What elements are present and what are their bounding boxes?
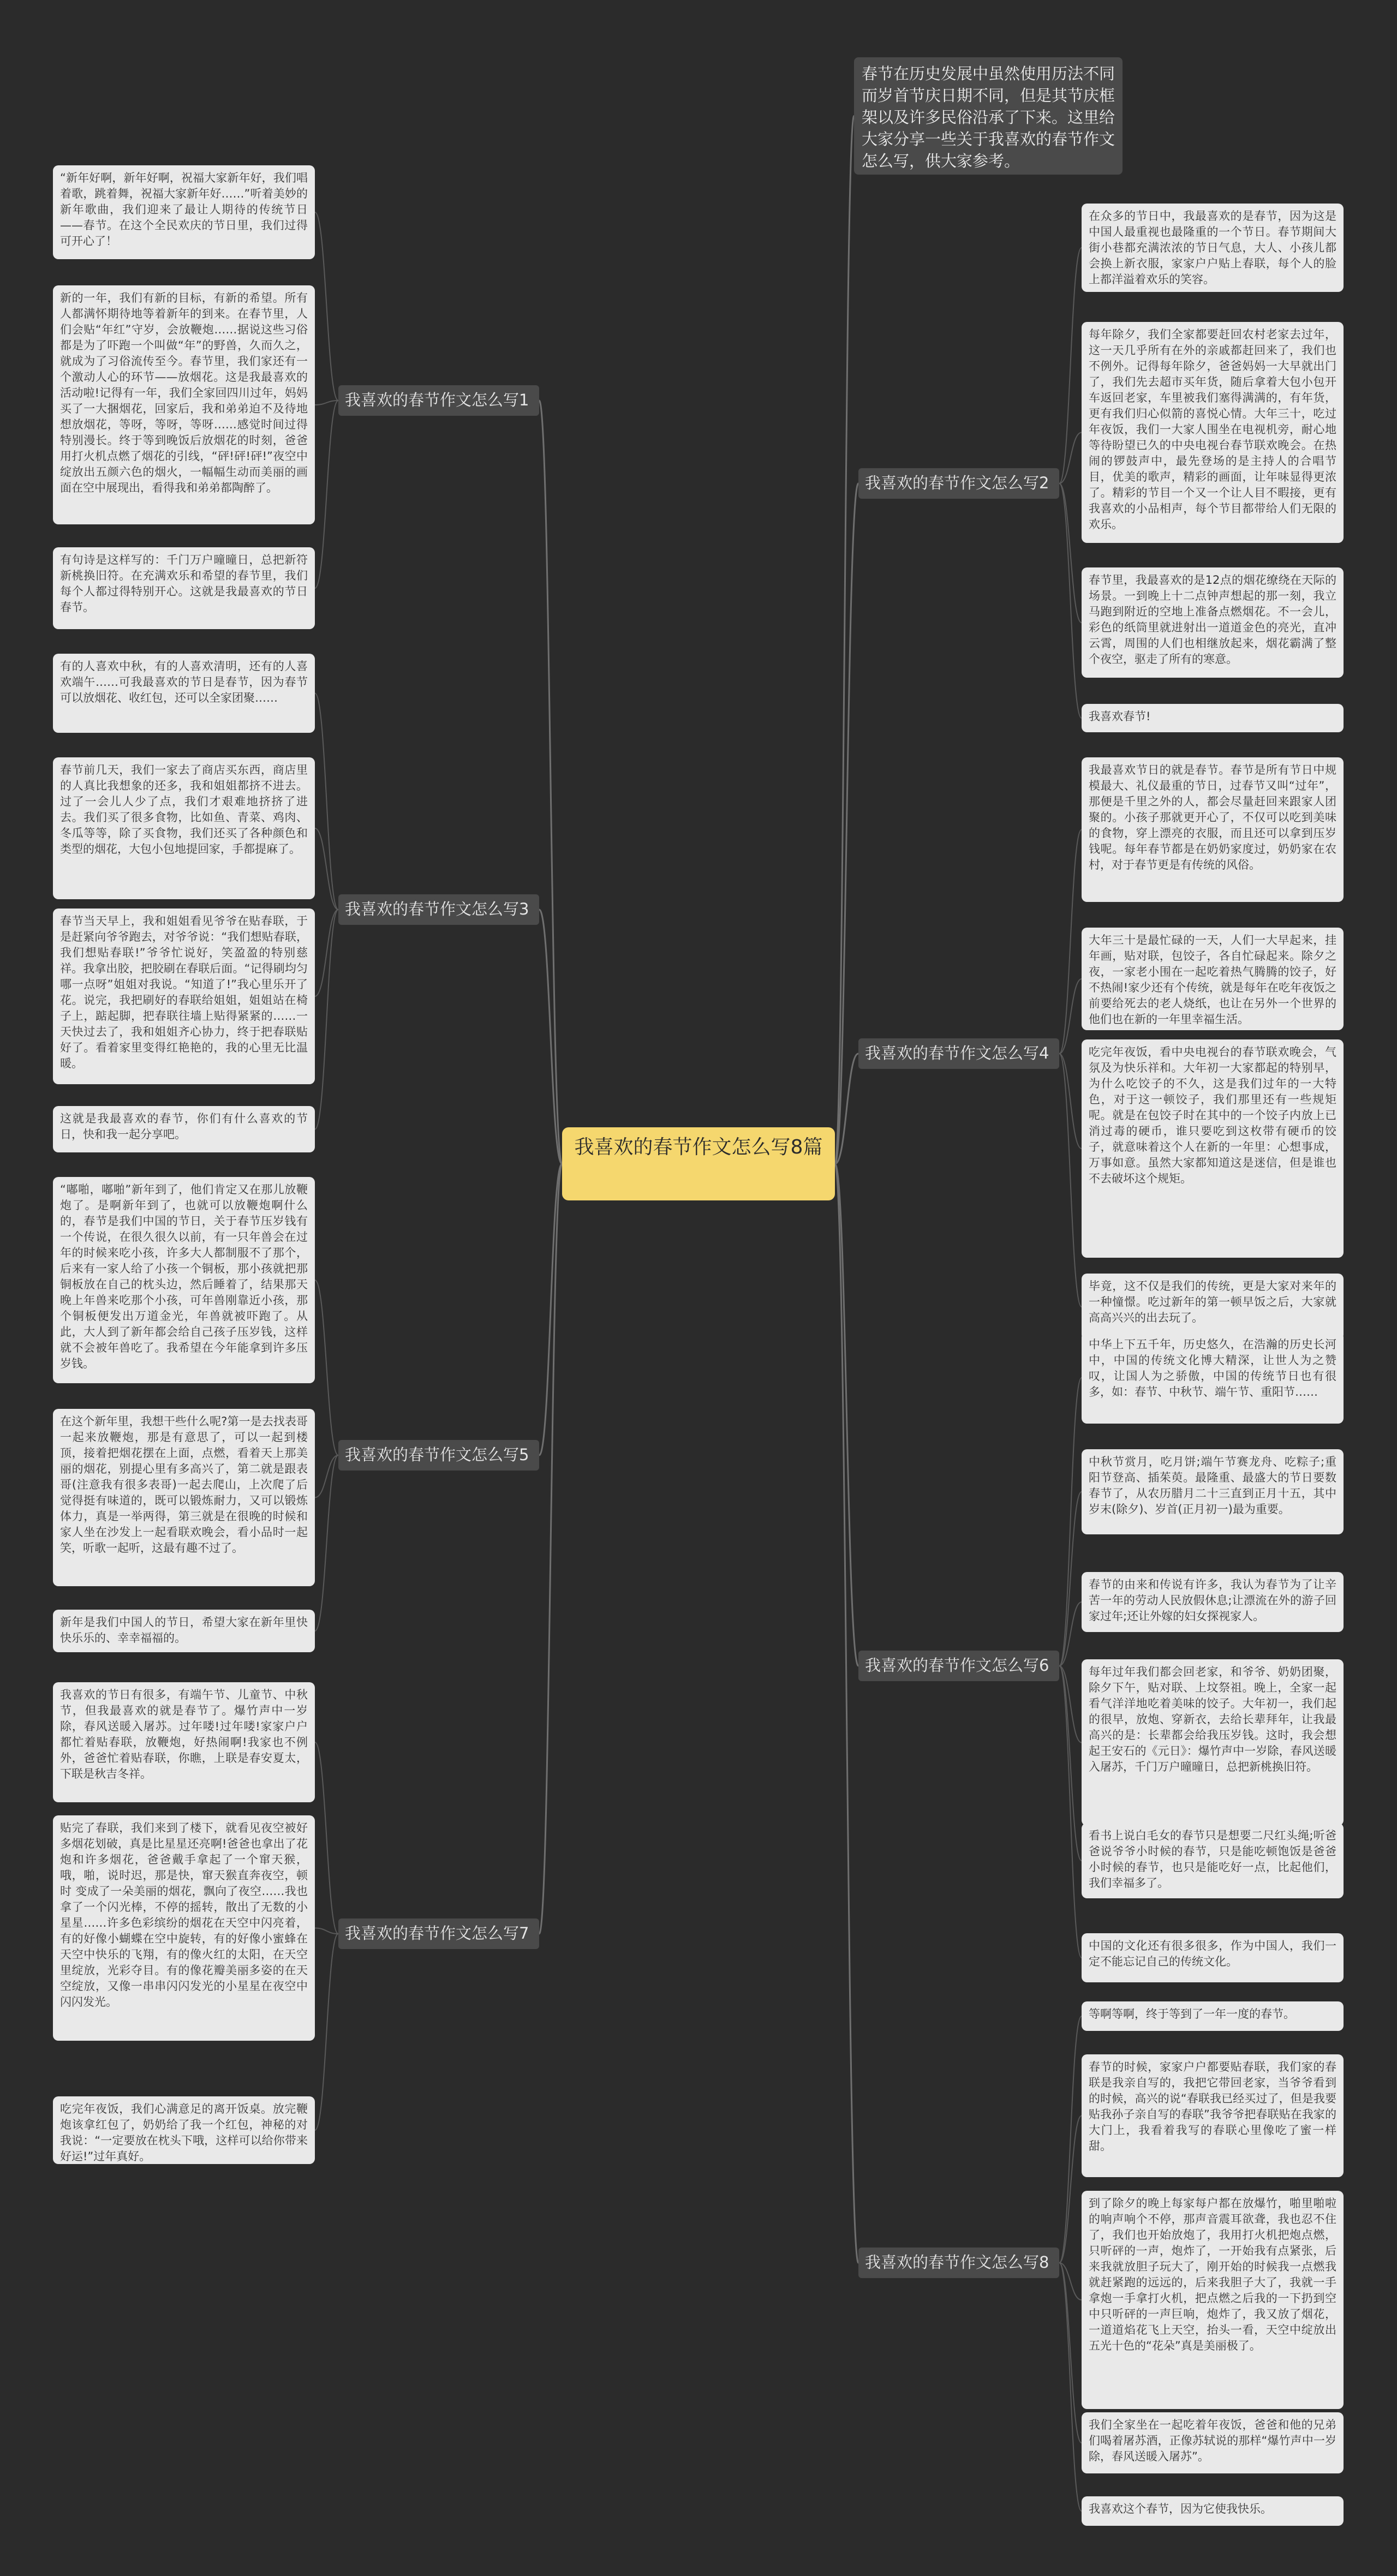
connector-line [315, 212, 338, 401]
connector-line [315, 828, 338, 910]
connector-line [315, 694, 338, 910]
connector-line [315, 1280, 338, 1455]
branch-6[interactable]: 我喜欢的春节作文怎么写6 [858, 1651, 1059, 1681]
connector-line [539, 1164, 562, 1455]
connector-line [315, 1928, 338, 1934]
connector-line [315, 910, 338, 1129]
connector-line [539, 1164, 562, 1934]
connector-line [835, 1164, 858, 1666]
connector-line [1059, 1666, 1082, 1958]
leaf-note[interactable]: 这就是我最喜欢的春节，你们有什么喜欢的节日，快和我一起分享吧。 [53, 1106, 315, 1152]
central-topic[interactable]: 我喜欢的春节作文怎么写8篇 [562, 1127, 835, 1200]
leaf-note[interactable]: 有句诗是这样写的：千门万户曈曈日，总把新符新桃换旧符。在充满欢乐和希望的春节里，我们每个人都过得特别开心。这就是我最喜欢的节日春节。 [53, 547, 315, 629]
connector-line [315, 1455, 338, 1631]
connector-line [315, 1742, 338, 1934]
connector-line [1059, 2263, 1082, 2443]
leaf-note[interactable]: 吃完年夜饭，看中央电视台的春节联欢晚会，气氛及为快乐祥和。大年初一大家都起的特别早，为什么吃饺子的不久，这是我们过年的一大特色，对于这一顿饺子，我们那里还有一些规矩呢。就是在包饺子时在其中的一个饺子内放上已消过毒的硬币，谁只要吃到这枚带有硬币的饺子，就意味着这个人在新的一年里：心想事成，万事如意。虽然大家都知道这是迷信，但是谁也不去破坏这个规矩。 [1082, 1039, 1344, 1258]
connector-line [1059, 1054, 1082, 1149]
leaf-note[interactable]: 每年过年我们都会回老家，和爷爷、奶奶团聚，除夕下午，贴对联、上坟祭祖。晚上，全家一起看气洋洋地吃着美味的饺子。大年初一，我们起的很早，放炮、穿新衣，去给长辈拜年，让我最高兴的是：长辈都会给我压岁钱。这时，我会想起王安石的《元日》：爆竹声中一岁除，春风送暖入屠苏，千门万户曈曈日，总把新桃换旧符。 [1082, 1659, 1344, 1826]
leaf-note[interactable]: 中华上下五千年，历史悠久，在浩瀚的历史长河中，中国的传统文化博大精深，让世人为之赞叹，让国人为之骄傲，中国的传统节日也有很多，如：春节、中秋节、端午节、重阳节…… [1082, 1332, 1344, 1424]
connector-line [1059, 2263, 1082, 2511]
connector-line [1059, 1054, 1082, 1307]
leaf-note[interactable]: 在众多的节日中，我最喜欢的是春节，因为这是中国人最重视也最隆重的一个节日。春节期间大街小巷都充满浓浓的节日气息，大人、小孩儿都会换上新衣服，家家户户贴上春联，每个人的脸上都洋溢着欢乐的笑容。 [1082, 204, 1344, 292]
leaf-note[interactable]: 我喜欢这个春节，因为它使我快乐。 [1082, 2496, 1344, 2526]
leaf-note[interactable]: 我们全家坐在一起吃着年夜饭，爸爸和他的兄弟们喝着屠苏酒，正像苏轼说的那样“爆竹声中一岁除，春风送暖入屠苏”。 [1082, 2412, 1344, 2473]
leaf-note[interactable]: 等啊等啊，终于等到了一年一度的春节。 [1082, 2001, 1344, 2031]
leaf-note[interactable]: 新的一年，我们有新的目标，有新的希望。所有人都满怀期待地等着新年的到来。在春节里，人们会贴“年红”守岁，会放鞭炮……据说这些习俗都是为了吓跑一个叫做“年”的野兽，久而久之，就成为了习俗流传至今。春节里，我们家还有一个激动人心的环节——放烟花。这是我最喜欢的活动啦!记得有一年，我们全家回四川过年，妈妈买了一大捆烟花，回家后，我和弟弟迫不及待地想放烟花，等呀，等呀，等呀……感觉时间过得特别漫长。终于等到晚饭后放烟花的时刻，爸爸用打火机点燃了烟花的引线，“砰!砰!砰!”夜空中绽放出五颜六色的烟火，一幅幅生动而美丽的画面在空中展现出，看得我和弟弟都陶醉了。 [53, 285, 315, 524]
leaf-note[interactable]: 新年是我们中国人的节日，希望大家在新年里快快乐乐的、幸幸福福的。 [53, 1610, 315, 1652]
leaf-note[interactable]: 春节的时候，家家户户都要贴春联，我们家的春联是我亲自写的，我把它带回老家，当爷爷看到的时候，高兴的说“春联我已经买过了，但是我要贴我孙子亲自写的春联”我爷爷把春联贴在我家的大门上，我看着我写的春联心里像吃了蜜一样甜。 [1082, 2054, 1344, 2177]
intro-note[interactable]: 春节在历史发展中虽然使用历法不同而岁首节庆日期不同，但是其节庆框架以及许多民俗沿承了下来。这里给大家分享一些关于我喜欢的春节作文怎么写，供大家参考。 [854, 57, 1123, 175]
connector-line [315, 910, 338, 996]
leaf-note[interactable]: 春节当天早上，我和姐姐看见爷爷在贴春联，于是赶紧向爷爷跑去，对爷爷说：“我们想贴春联，我们想贴春联!”爷爷忙说好，笑盈盈的特别慈祥。我拿出胶，把胶刷在春联后面。“记得刷均匀哪一点呀”姐姐对我说。“知道了!”我心里乐开了花。说完，我把刷好的春联给姐姐，姐姐站在椅子上，踮起脚，把春联往墙上贴得紧紧的……一天快过去了，我和姐姐齐心协力，终于把春联贴好了。看着家里变得红艳艳的，我的心里无比温暖。 [53, 909, 315, 1084]
connector-line [1059, 830, 1082, 1054]
connector-line [1059, 2016, 1082, 2263]
leaf-note[interactable]: 春节里，我最喜欢的是12点的烟花缭绕在天际的场景。一到晚上十二点钟声想起的那一刻，我立马跑到附近的空地上准备点燃烟花。不一会儿，彩色的纸筒里就进射出一道道金色的亮光，直冲云霄，周围的人们也相继放起来，烟花霸满了整个夜空，驱走了所有的寒意。 [1082, 567, 1344, 678]
connector-line [835, 483, 858, 1164]
leaf-note[interactable]: 我最喜欢节日的就是春节。春节是所有节日中规模最大、礼仪最重的节日，过春节又叫“过年”，那便是千里之外的人，都会尽量赶回来跟家人团聚的。小孩子那就更开心了，不仅可以吃到美味的食物，穿上漂亮的衣服，而且还可以拿到压岁钱呢。每年春节都是在奶奶家度过，奶奶家在农村，对于春节更是有传统的风俗。 [1082, 757, 1344, 902]
leaf-note[interactable]: 我喜欢春节! [1082, 704, 1344, 732]
leaf-note[interactable]: 看书上说白毛女的春节只是想要二尺红头绳;听爸爸说爷爷小时候的春节，只是能吃顿饱饭是爸爸小时候的春节，也只是能吃好一点，比起他们，我们幸福多了。 [1082, 1823, 1344, 1898]
leaf-note[interactable]: 大年三十是最忙碌的一天，人们一大早起来，挂年画，贴对联，包饺子，各自忙碌起来。除夕之夜，一家老小围在一起吃着热气腾腾的饺子，好不热闹!家少还有个传统，就是每年在吃年夜饭之前要给死去的老人烧纸，也让在另外一个世界的他们也在新的一年里幸福生活。 [1082, 928, 1344, 1030]
connector-line [1059, 248, 1082, 483]
leaf-note[interactable]: 在这个新年里，我想干些什么呢?第一是去找表哥一起来放鞭炮，那是有意思了，可以一起到楼顶，接着把烟花摆在上面，点燃，看着天上那美丽的烟花，别提心里有多高兴了，第二就是跟表哥(注意我有很多表哥)一起去爬山，上次爬了后觉得挺有味道的，既可以锻炼耐力，又可以锻炼体力，真是一举两得，第三就是在很晚的时候和家人坐在沙发上一起看联欢晚会，看小品时一起笑，听歌一起听，这最有趣不过了。 [53, 1409, 315, 1586]
leaf-note[interactable]: “嘟啪，嘟啪”新年到了，他们肯定又在那儿放鞭炮了。是啊新年到了，也就可以放鞭炮啊什么的，春节是我们中国的节日，关于春节压岁钱有一个传说，在很久很久以前，有一只年兽会在过年的时候来吃小孩，许多大人都制服不了那个，后来有一家人给了小孩一个铜板，那小孩就把那铜板放在自己的枕头边，然后睡着了，结果那天晚上年兽来吃那个小孩，可年兽刚靠近小孩，那个铜板便发出万道金光，年兽就被吓跑了。从此，大人到了新年都会给自己孩子压岁钱，这样就不会被年兽吃了。我希望在今年能拿到许多压岁钱。 [53, 1177, 315, 1383]
branch-5[interactable]: 我喜欢的春节作文怎么写5 [338, 1440, 539, 1471]
leaf-note[interactable]: 毕竟，这不仅是我们的传统，更是大家对来年的一种憧憬。吃过新年的第一顿早饭之后，大家就高高兴兴的出去玩了。 [1082, 1274, 1344, 1340]
leaf-note[interactable]: 我喜欢的节日有很多，有端午节、儿童节、中秋节，但我最喜欢的就是春节了。爆竹声中一岁除，春风送暖入屠苏。过年喽!过年喽!家家户户都忙着贴春联，放鞭炮，好热闹啊!我家也不例外，爸爸忙着贴春联，你瞧，上联是春安夏太，下联是秋吉冬祥。 [53, 1682, 315, 1802]
connector-line [835, 116, 854, 1164]
branch-1[interactable]: 我喜欢的春节作文怎么写1 [338, 385, 539, 416]
connector-line [1059, 979, 1082, 1054]
connector-line [1059, 483, 1082, 718]
connector-line [835, 1164, 858, 2263]
leaf-note[interactable]: 到了除夕的晚上每家每户都在放爆竹，啪里啪啦的响声响个不停，那声音震耳欲聋，我也忍不住了，我们也开始放炮了，我用打火机把炮点燃，只听砰的一声，炮炸了，一开始我有点紧张，后来我就放胆子玩大了，刚开始的时候我一点燃我就赶紧跑的远远的，后来我胆子大了，我就一手拿炮一手拿打火机，把点燃之后我的一下扔到空中只听砰的一声巨响，炮炸了，我又放了烟花，一道道焰花飞上天空，抬头一看，天空中绽放出五光十色的“花朵”真是美丽极了。 [1082, 2191, 1344, 2409]
leaf-note[interactable]: 贴完了春联，我们来到了楼下，就看见夜空被好多烟花划破，真是比星星还亮啊!爸爸也拿出了花炮和许多烟花，爸爸戴手拿起了一个窜天猴，哦，啪，说时迟，那是快，窜天猴直奔夜空，顿时 变成了一朵美丽的烟花，飘向了夜空……我也拿了一个闪光棒，不停的摇转，散出了无数的小星星……许多色彩缤纷的烟花在天空中闪亮着，有的好像小蝴蝶在空中旋转，有的好像小蜜蜂在天空中快乐的飞翔，有的像火红的太阳，在天空里绽放，光彩夺目。有的像花瓣美丽多姿的在天空绽放，又像一串串闪闪发光的小星星在夜空中闪闪发光。 [53, 1815, 315, 2041]
connector-line [315, 1934, 338, 2130]
branch-8[interactable]: 我喜欢的春节作文怎么写8 [858, 2248, 1059, 2278]
connector-line [315, 401, 338, 405]
leaf-note[interactable]: 春节前几天，我们一家去了商店买东西，商店里的人真比我想象的还多，我和姐姐都挤不进去。过了一会儿人少了点，我们才艰难地挤挤了进去。我们买了很多食物，比如鱼、青菜、鸡肉、冬瓜等等，除了买食物，我们还买了各种颜色和类型的烟花，大包小包地提回家，手都提麻了。 [53, 757, 315, 899]
connector-line [315, 401, 338, 588]
branch-2[interactable]: 我喜欢的春节作文怎么写2 [858, 468, 1059, 499]
connector-line [1059, 1378, 1082, 1666]
branch-4[interactable]: 我喜欢的春节作文怎么写4 [858, 1038, 1059, 1069]
leaf-note[interactable]: 春节的由来和传说有许多，我认为春节为了让辛苦一年的劳动人民放假休息;让漂流在外的游子回家过年;还让外嫁的妇女探视家人。 [1082, 1572, 1344, 1632]
branch-3[interactable]: 我喜欢的春节作文怎么写3 [338, 894, 539, 925]
branch-7[interactable]: 我喜欢的春节作文怎么写7 [338, 1918, 539, 1949]
leaf-note[interactable]: “新年好啊，新年好啊，祝福大家新年好，我们唱着歌，跳着舞，祝福大家新年好……”听着美妙的新年歌曲，我们迎来了最让人期待的传统节日——春节。在这个全民欢庆的节日里，我们过得可开心了！ [53, 165, 315, 259]
connector-line [1059, 1666, 1082, 1861]
leaf-note[interactable]: 有的人喜欢中秋，有的人喜欢清明，还有的人喜欢端午……可我最喜欢的节日是春节，因为春节可以放烟花、收红包，还可以全家团聚…… [53, 654, 315, 733]
leaf-note[interactable]: 每年除夕，我们全家都要赶回农村老家去过年，这一天几乎所有在外的亲戚都赶回来了，我们也不例外。记得每年除夕，爸爸妈妈一大早就出门了，我们先去超市买年货，随后拿着大包小包开车返回老家，车里被我们塞得满满的，有年货，更有我们归心似箭的喜悦心情。大年三十，吃过年夜饭，我们一大家人围坐在电视机旁，耐心地等待盼望已久的中央电视台春节联欢晚会。在热闹的锣鼓声中，最先登场的是主持人的合唱节目，优美的歌声，精彩的画面，让年味显得更浓了。精彩的节目一个又一个让人目不暇接，更有我喜欢的小品相声，每个节目都带给人们无限的欢乐。 [1082, 322, 1344, 543]
leaf-note[interactable]: 中国的文化还有很多很多，作为中国人，我们一定不能忘记自己的传统文化。 [1082, 1933, 1344, 1982]
leaf-note[interactable]: 吃完年夜饭，我们心满意足的离开饭桌。放完鞭炮该拿红包了，奶奶给了我一个红包，神秘的对我说：“一定要放在枕头下哦，这样可以给你带来好运!”过年真好。 [53, 2096, 315, 2164]
leaf-note[interactable]: 中秋节赏月，吃月饼;端午节赛龙舟、吃粽子;重阳节登高、插茱萸。最隆重、最盛大的节日要数春节了，从农历腊月二十三直到正月十五，其中岁末(除夕)、岁首(正月初一)最为重要。 [1082, 1449, 1344, 1534]
